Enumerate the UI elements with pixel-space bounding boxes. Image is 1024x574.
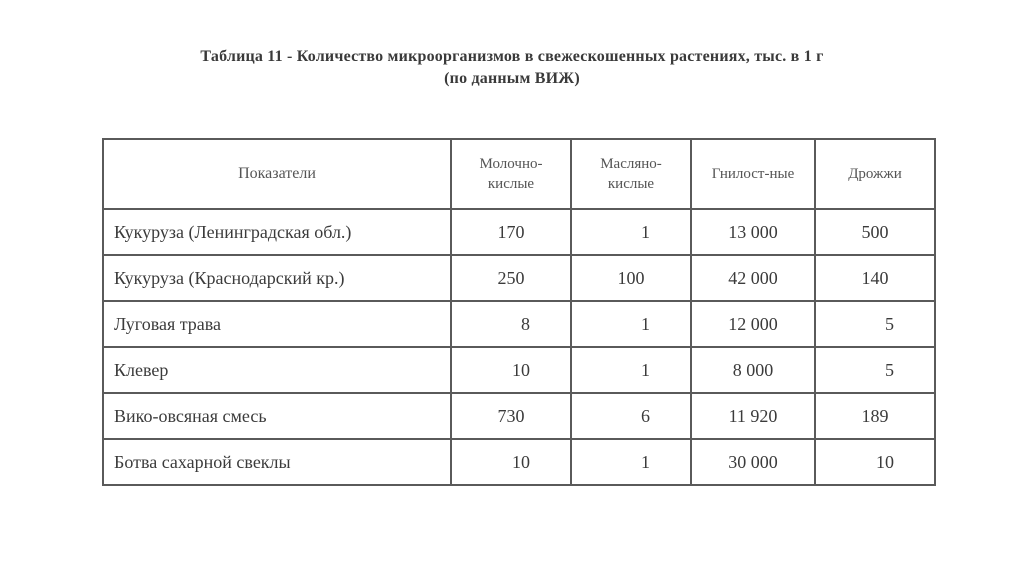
table-row (103, 439, 935, 485)
row-label: Кукуруза (Ленинградская обл.) (103, 209, 451, 255)
caption-line-2: (по данным ВИЖ) (444, 70, 580, 87)
header-butyric: Масляно-кислые (571, 139, 691, 209)
yeast-value: 5 (815, 347, 935, 393)
butyric-value: 100 (571, 255, 691, 301)
yeast-value: 10 (815, 439, 935, 485)
row-label: Вико-овсяная смесь (103, 393, 451, 439)
lactic-value: 730 (451, 393, 571, 439)
header-yeast: Дрожжи (815, 139, 935, 209)
lactic-value: 10 (451, 347, 571, 393)
row-label: Кукуруза (Краснодарский кр.) (103, 255, 451, 301)
butyric-value: 6 (571, 393, 691, 439)
data-table-container (102, 138, 934, 486)
table-row (103, 301, 935, 347)
header-row (103, 139, 935, 209)
butyric-value: 1 (571, 347, 691, 393)
header-indicators: Показатели (103, 139, 451, 209)
lactic-value: 10 (451, 439, 571, 485)
caption-line-1: Таблица 11 - Количество микроорганизмов в свежескошенных растениях, тыс. в 1 г (200, 48, 824, 65)
row-label: Луговая трава (103, 301, 451, 347)
butyric-value: 1 (571, 301, 691, 347)
yeast-value: 500 (815, 209, 935, 255)
putrefactive-value: 11 920 (691, 393, 815, 439)
putrefactive-value: 42 000 (691, 255, 815, 301)
lactic-value: 170 (451, 209, 571, 255)
lactic-value: 8 (451, 301, 571, 347)
putrefactive-value: 12 000 (691, 301, 815, 347)
table-row (103, 255, 935, 301)
butyric-value: 1 (571, 439, 691, 485)
row-label: Клевер (103, 347, 451, 393)
header-putrefactive: Гнилост-ные (691, 139, 815, 209)
table-row (103, 347, 935, 393)
header-lactic: Молочно-кислые (451, 139, 571, 209)
row-label: Ботва сахарной свеклы (103, 439, 451, 485)
butyric-value: 1 (571, 209, 691, 255)
table-caption (0, 46, 1024, 90)
putrefactive-value: 8 000 (691, 347, 815, 393)
putrefactive-value: 13 000 (691, 209, 815, 255)
yeast-value: 189 (815, 393, 935, 439)
table-row (103, 209, 935, 255)
yeast-value: 140 (815, 255, 935, 301)
table-row (103, 393, 935, 439)
microorganisms-table (102, 138, 936, 486)
lactic-value: 250 (451, 255, 571, 301)
putrefactive-value: 30 000 (691, 439, 815, 485)
yeast-value: 5 (815, 301, 935, 347)
